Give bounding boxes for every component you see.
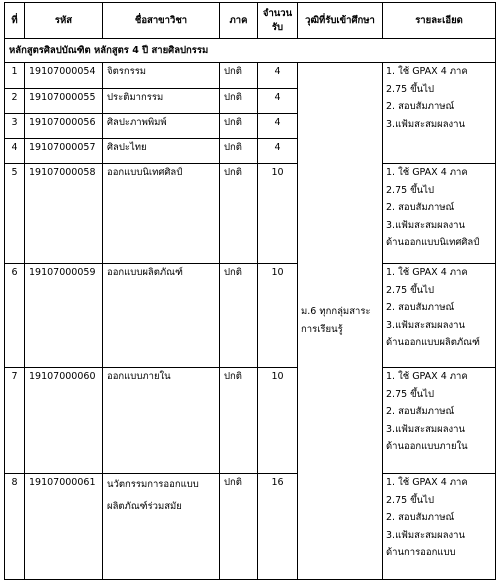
row-count: 16 [258,474,298,580]
row-no: 7 [5,368,25,474]
header-no: ที่ [5,3,25,39]
row-code: 19107000054 [25,63,103,89]
detail-line: 2. สอบสัมภาษณ์ [386,101,455,112]
detail-cell [383,264,496,368]
detail-line: ด้านออกแบบภายใน [386,441,468,452]
row-count: 4 [258,114,298,139]
qualification-cell [298,63,383,580]
row-major-line2: ผลิตภัณฑ์ร่วมสมัย [107,501,182,512]
detail-cell [383,164,496,264]
row-code: 19107000061 [25,474,103,580]
row-term: ปกติ [220,474,258,580]
detail-line: 2. สอบสัมภาษณ์ [386,512,455,523]
row-term: ปกติ [220,264,258,368]
row-term: ปกติ [220,164,258,264]
row-term: ปกติ [220,63,258,89]
row-no: 4 [5,139,25,164]
row-code: 19107000058 [25,164,103,264]
row-code: 19107000060 [25,368,103,474]
row-count: 4 [258,139,298,164]
table-row [5,63,496,89]
row-count: 4 [258,89,298,114]
group-row [5,39,496,63]
table-row [5,368,496,474]
detail-line: ด้านการออกแบบ [386,547,456,558]
row-count: 10 [258,264,298,368]
detail-line: 2.75 ขึ้นไป [386,184,434,196]
table-row [5,164,496,264]
detail-line: 2.75 ขึ้นไป [386,494,434,506]
detail-cell [383,63,496,164]
header-major: ชื่อสาขาวิชา [103,3,220,39]
row-no: 3 [5,114,25,139]
qualification-line1: ม.6 ทุกกลุ่มสาระ [301,306,371,317]
detail-line: 3.แฟ้มสะสมผลงาน [386,423,465,435]
row-term: ปกติ [220,89,258,114]
row-code: 19107000056 [25,114,103,139]
detail-line: ด้านออกแบบผลิตภัณฑ์ [386,337,480,348]
detail-line: 3.แฟ้มสะสมผลงาน [386,219,465,231]
row-major: ศิลปะภาพพิมพ์ [103,114,220,139]
row-no: 6 [5,264,25,368]
row-term: ปกติ [220,368,258,474]
header-details: รายละเอียด [383,3,496,39]
row-major-line1: นวัตกรรมการออกแบบ [107,479,199,490]
row-count: 10 [258,368,298,474]
row-major: ศิลปะไทย [103,139,220,164]
detail-line: 1. ใช้ GPAX 4 ภาค [386,167,468,178]
detail-line: 2. สอบสัมภาษณ์ [386,202,455,213]
row-major: ออกแบบผลิตภัณฑ์ [103,264,220,368]
row-term: ปกติ [220,139,258,164]
detail-line: 1. ใช้ GPAX 4 ภาค [386,267,468,278]
header-row [5,3,496,39]
detail-line: 1. ใช้ GPAX 4 ภาค [386,371,468,382]
header-count-line1: จำนวน [262,7,293,19]
detail-line: 2.75 ขึ้นไป [386,388,434,400]
row-no: 2 [5,89,25,114]
row-no: 1 [5,63,25,89]
header-count-line2: รับ [271,21,284,33]
qualification-line2: การเรียนรู้ [301,324,343,335]
detail-line: 1. ใช้ GPAX 4 ภาค [386,66,468,77]
row-count: 4 [258,63,298,89]
header-term: ภาค [220,3,258,39]
table-row [5,474,496,580]
header-qualification: วุฒิที่รับเข้าศึกษา [298,3,383,39]
table-row [5,264,496,368]
group-title: หลักสูตรศิลปบัณฑิต หลักสูตร 4 ปี สายศิลปกรรม [5,39,496,63]
detail-line: 3.แฟ้มสะสมผลงาน [386,529,465,541]
row-code: 19107000059 [25,264,103,368]
detail-line: 3.แฟ้มสะสมผลงาน [386,118,465,130]
row-major [103,474,220,580]
row-term: ปกติ [220,114,258,139]
detail-line: 2. สอบสัมภาษณ์ [386,302,455,313]
row-major: ประติมากรรม [103,89,220,114]
detail-line: 2. สอบสัมภาษณ์ [386,406,455,417]
row-no: 5 [5,164,25,264]
detail-line: 1. ใช้ GPAX 4 ภาค [386,477,468,488]
row-no: 8 [5,474,25,580]
row-code: 19107000055 [25,89,103,114]
header-count [258,3,298,39]
detail-line: ด้านออกแบบนิเทศศิลป์ [386,237,480,248]
row-major: ออกแบบภายใน [103,368,220,474]
detail-cell [383,368,496,474]
detail-line: 3.แฟ้มสะสมผลงาน [386,319,465,331]
header-code: รหัส [25,3,103,39]
row-major: จิตรกรรม [103,63,220,89]
row-major: ออกแบบนิเทศศิลป์ [103,164,220,264]
row-count: 10 [258,164,298,264]
detail-line: 2.75 ขึ้นไป [386,284,434,296]
admission-table [4,2,496,580]
detail-cell [383,474,496,580]
detail-line: 2.75 ขึ้นไป [386,83,434,95]
row-code: 19107000057 [25,139,103,164]
